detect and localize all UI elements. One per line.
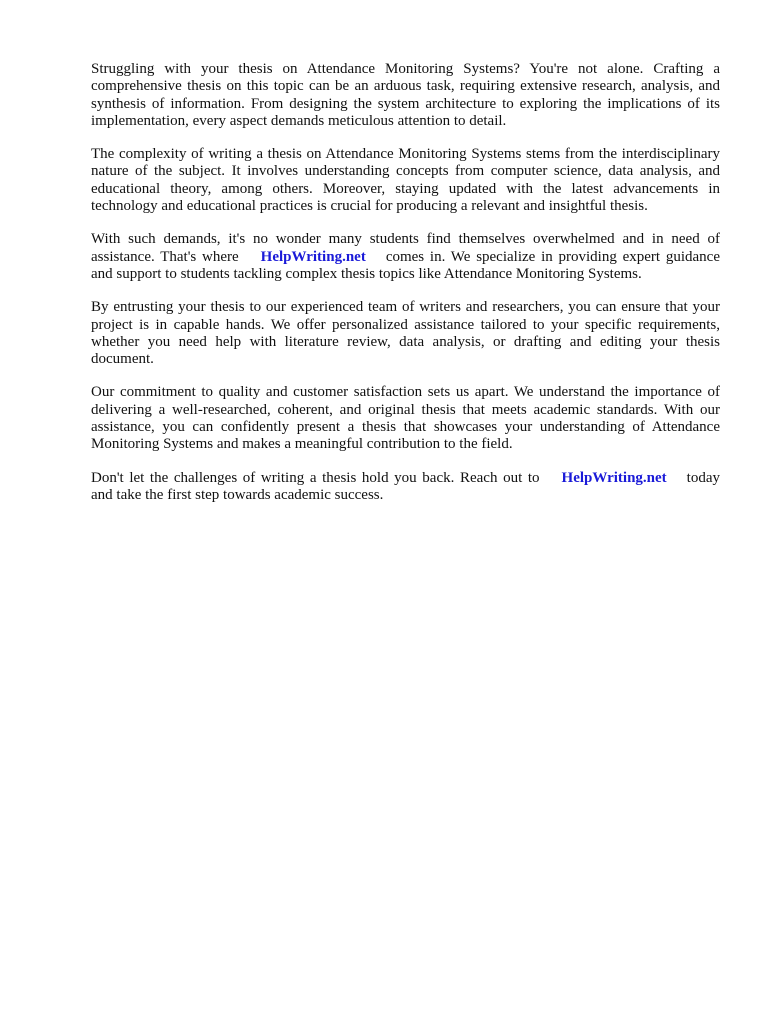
paragraph-assistance-before: With such demands, it's no wonder many students find themselves overwhelmed and in need of assistance. That's where [91, 231, 720, 265]
paragraph-team: By entrusting your thesis to our experienced team of writers and researchers, you can ensure that your project is in capable hands. We offer personalized assistance tailored to your specific requirements, whether you need help with literature review, data analysis, or drafting and editing your thesis document. [91, 299, 720, 368]
paragraph-cta-before: Don't let the challenges of writing a thesis hold you back. Reach out to [91, 469, 540, 486]
helpwriting-link-cta[interactable]: HelpWriting.net [561, 469, 667, 486]
paragraph-assistance [91, 231, 720, 283]
paragraph-commitment: Our commitment to quality and customer satisfaction sets us apart. We understand the importance of delivering a well-researched, coherent, and original thesis that meets academic standards. With our assistance, you can confidently present a thesis that showcases your understanding of Attendance Monitoring Systems and makes a meaningful contribution to the field. [91, 384, 720, 453]
paragraph-intro: Struggling with your thesis on Attendance Monitoring Systems? You're not alone. Crafting a comprehensive thesis on this topic can be an arduous task, requiring extensive research, analysis, and synthesis of information. From designing the system architecture to exploring the implications of its implementation, every aspect demands meticulous attention to detail. [91, 61, 720, 129]
paragraph-assistance-after: comes in. We specialize in providing expert guidance and support to students tackling complex thesis topics like Attendance Monitoring Systems. [91, 248, 720, 282]
paragraph-cta [91, 470, 720, 505]
helpwriting-link[interactable]: HelpWriting.net [260, 248, 366, 265]
paragraph-complexity: The complexity of writing a thesis on Attendance Monitoring Systems stems from the interdisciplinary nature of the subject. It involves understanding concepts from computer science, data analysis, and educational theory, among others. Moreover, staying updated with the latest advancements in technology and educational practices is crucial for producing a relevant and insightful thesis. [91, 146, 720, 215]
paragraph-cta-after: today and take the first step towards academic success. [91, 469, 720, 503]
